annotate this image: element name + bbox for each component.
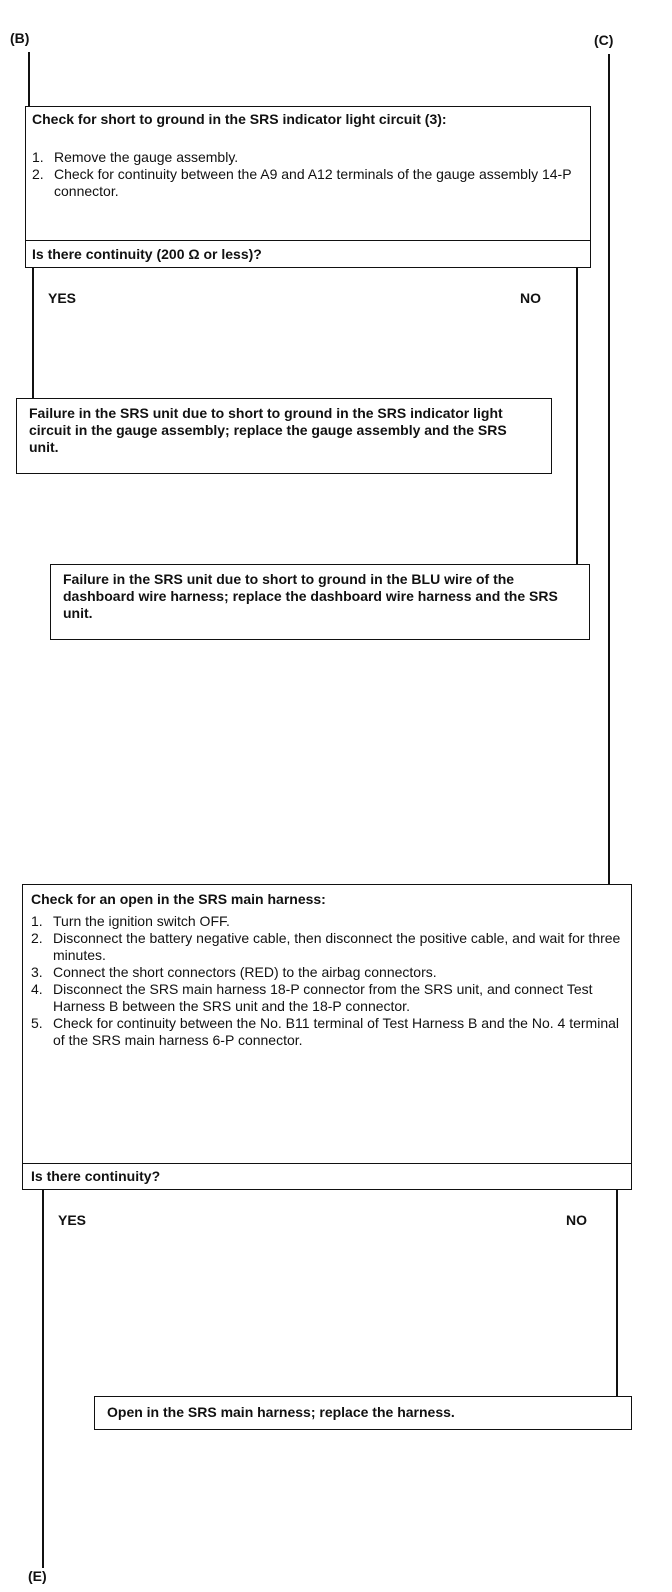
result-text: Failure in the SRS unit due to short to ground in the SRS indicator light circuit in the gauge assembly; replace the gauge assembly and the SRS unit.: [29, 405, 507, 455]
connector-marker-e: (E): [28, 1568, 47, 1584]
yes-label-1: YES: [48, 290, 77, 306]
connector-marker-b: (B): [10, 30, 30, 46]
flow-line-b: [28, 52, 30, 108]
result-text: Failure in the SRS unit due to short to ground in the BLU wire of the dashboard wire harness; replace the dashboard wire harness and the SRS unit.: [63, 571, 558, 621]
check-steps: [31, 913, 625, 1049]
no-label-2: NO: [566, 1212, 587, 1228]
step-item: 2. Disconnect the battery negative cable, then disconnect the positive cable, and wait for three minutes.: [31, 930, 621, 963]
check-title: Check for an open in the SRS main harness:: [31, 891, 326, 907]
question-separator: [23, 1163, 631, 1164]
question-text: Is there continuity (200 Ω or less)?: [32, 246, 262, 262]
flow-line-c: [608, 54, 610, 884]
result-dashboard-harness: [50, 564, 590, 640]
no-line-2: [616, 1190, 618, 1396]
step-item: 3. Connect the short connectors (RED) to the airbag connectors.: [31, 964, 437, 980]
no-line-1: [576, 268, 578, 564]
check-box-indicator-circuit: [25, 106, 591, 268]
check-title: Check for short to ground in the SRS indicator light circuit (3):: [32, 111, 447, 127]
result-gauge-assembly: [16, 398, 552, 474]
step-item: 2. Check for continuity between the A9 and A12 terminals of the gauge assembly 14-P connector.: [32, 166, 572, 199]
check-box-main-harness: [22, 884, 632, 1190]
result-text: Open in the SRS main harness; replace the harness.: [107, 1404, 455, 1420]
result-main-harness-open: [94, 1396, 632, 1430]
question-separator: [26, 240, 590, 241]
step-item: 1. Remove the gauge assembly.: [32, 149, 239, 165]
step-item: 4. Disconnect the SRS main harness 18-P connector from the SRS unit, and connect Test Harness B between the SRS unit and the 18-P connector.: [31, 981, 593, 1014]
connector-marker-c: (C): [594, 32, 614, 48]
yes-line-1: [32, 268, 34, 398]
yes-line-2: [42, 1190, 44, 1568]
question-text: Is there continuity?: [31, 1168, 161, 1184]
step-item: 1. Turn the ignition switch OFF.: [31, 913, 230, 929]
step-item: 5. Check for continuity between the No. B11 terminal of Test Harness B and the No. 4 terminal of the SRS main harness 6-P connector.: [31, 1015, 619, 1048]
no-label-1: NO: [520, 290, 541, 306]
check-steps: [32, 149, 584, 200]
yes-label-2: YES: [58, 1212, 87, 1228]
